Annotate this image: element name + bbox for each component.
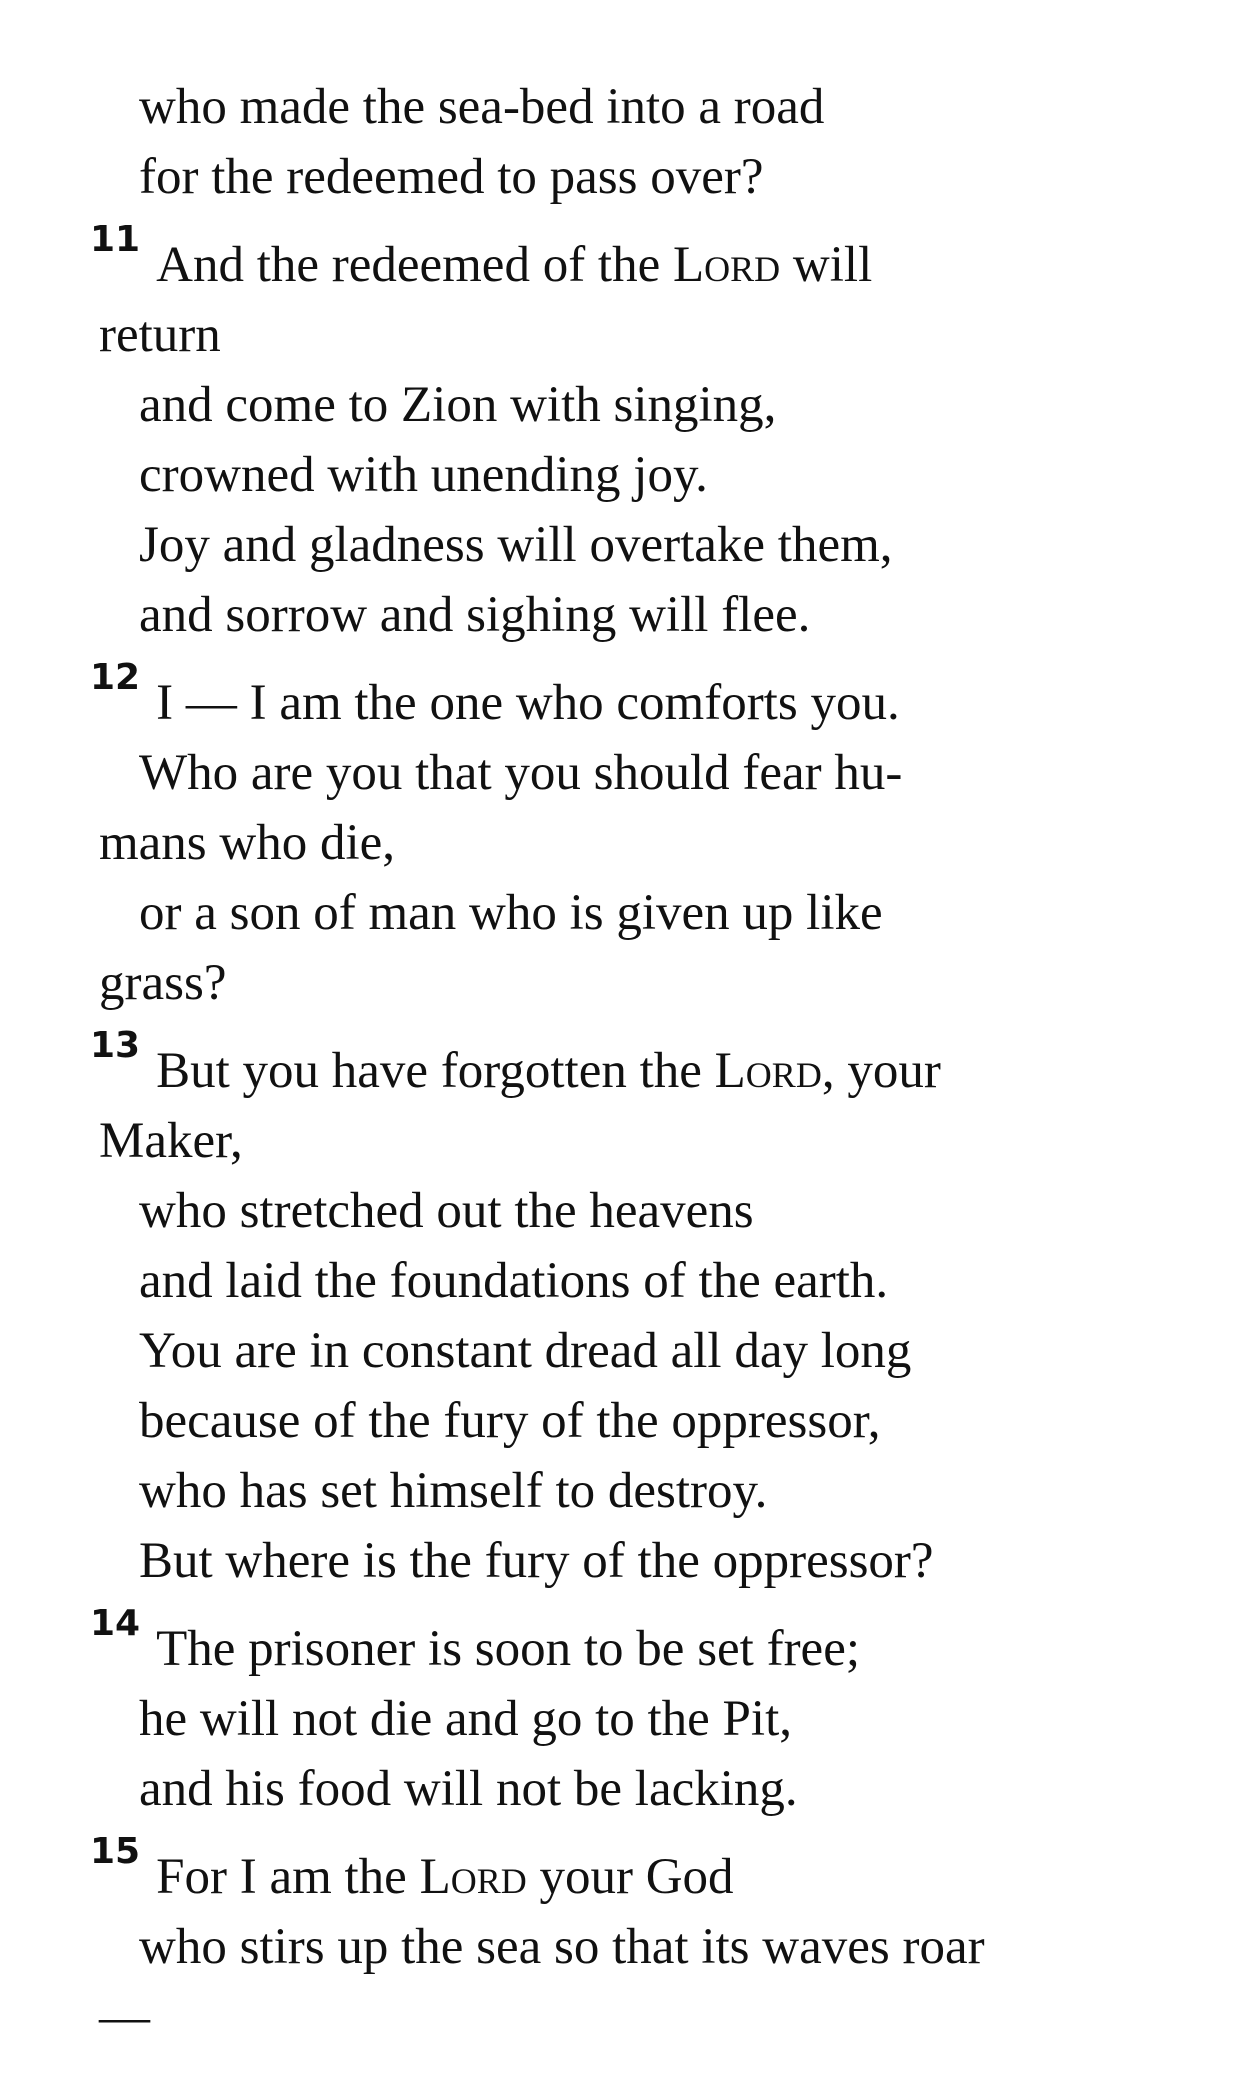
text-segment: and come to Zion with singing,	[139, 377, 777, 433]
text-line	[0, 1176, 1242, 1246]
text-line	[0, 1684, 1242, 1754]
text-segment: who stretched out the heavens	[139, 1183, 754, 1239]
text-segment: For I am the	[156, 1849, 420, 1905]
text-segment: who stirs up the sea so that its waves roar	[139, 1919, 985, 1975]
text-line	[0, 72, 1242, 142]
text-line	[0, 1754, 1242, 1824]
text-line	[0, 510, 1242, 580]
text-segment: But where is the fury of the oppressor?	[139, 1533, 934, 1589]
divine-name: Lord	[714, 1043, 822, 1099]
text-segment: mans who die,	[99, 815, 396, 871]
text-segment: or a son of man who is given up like	[139, 885, 883, 941]
text-line	[0, 948, 1242, 1018]
verse-number: 15	[90, 1831, 141, 1872]
text-line	[0, 1246, 1242, 1316]
text-segment: and laid the foundations of the earth.	[139, 1253, 889, 1309]
text-line	[0, 142, 1242, 212]
text-line	[0, 1456, 1242, 1526]
scripture-text	[0, 72, 1242, 2052]
verse-start-line	[0, 1603, 1242, 1684]
text-segment: Joy and gladness will overtake them,	[139, 517, 893, 573]
divine-name: Lord	[419, 1849, 527, 1905]
text-segment: he will not die and go to the Pit,	[139, 1691, 793, 1747]
text-segment: —	[99, 1989, 150, 2045]
text-line	[0, 580, 1242, 650]
verse-start-line	[0, 219, 1242, 300]
verse-start-line	[0, 1025, 1242, 1106]
text-segment: return	[99, 307, 221, 363]
text-segment: And the redeemed of the	[156, 237, 673, 293]
text-line	[0, 878, 1242, 948]
text-line	[0, 440, 1242, 510]
verse-number: 11	[90, 219, 141, 260]
verse-number: 13	[90, 1025, 141, 1066]
text-line	[0, 1526, 1242, 1596]
text-segment: But you have forgotten the	[156, 1043, 715, 1099]
verse-start-line	[0, 657, 1242, 738]
text-line	[0, 808, 1242, 878]
text-line	[0, 738, 1242, 808]
text-line	[0, 1316, 1242, 1386]
text-segment: crowned with unending joy.	[139, 447, 708, 503]
text-segment: who made the sea-bed into a road	[139, 79, 825, 135]
text-segment: The prisoner is soon to be set free;	[156, 1621, 860, 1677]
text-line	[0, 300, 1242, 370]
text-segment: your God	[526, 1849, 734, 1905]
text-line	[0, 1106, 1242, 1176]
text-segment: , your	[821, 1043, 941, 1099]
verse-number: 12	[90, 657, 141, 698]
text-line	[0, 1982, 1242, 2052]
text-segment: You are in constant dread all day long	[139, 1323, 912, 1379]
text-segment: and his food will not be lacking.	[139, 1761, 798, 1817]
text-segment: and sorrow and sighing will flee.	[139, 587, 811, 643]
text-line	[0, 370, 1242, 440]
divine-name: Lord	[672, 237, 781, 293]
text-segment: for the redeemed to pass over?	[139, 149, 764, 205]
text-segment: Who are you that you should fear hu-	[139, 745, 903, 801]
text-segment: grass?	[99, 955, 227, 1011]
text-segment: will	[780, 237, 873, 293]
verse-start-line	[0, 1831, 1242, 1912]
text-segment: Maker,	[99, 1113, 243, 1169]
text-segment: because of the fury of the oppressor,	[139, 1393, 881, 1449]
text-line	[0, 1386, 1242, 1456]
text-segment: I — I am the one who comforts you.	[156, 675, 900, 731]
text-line	[0, 1912, 1242, 1982]
text-segment: who has set himself to destroy.	[139, 1463, 768, 1519]
verse-number: 14	[90, 1603, 141, 1644]
